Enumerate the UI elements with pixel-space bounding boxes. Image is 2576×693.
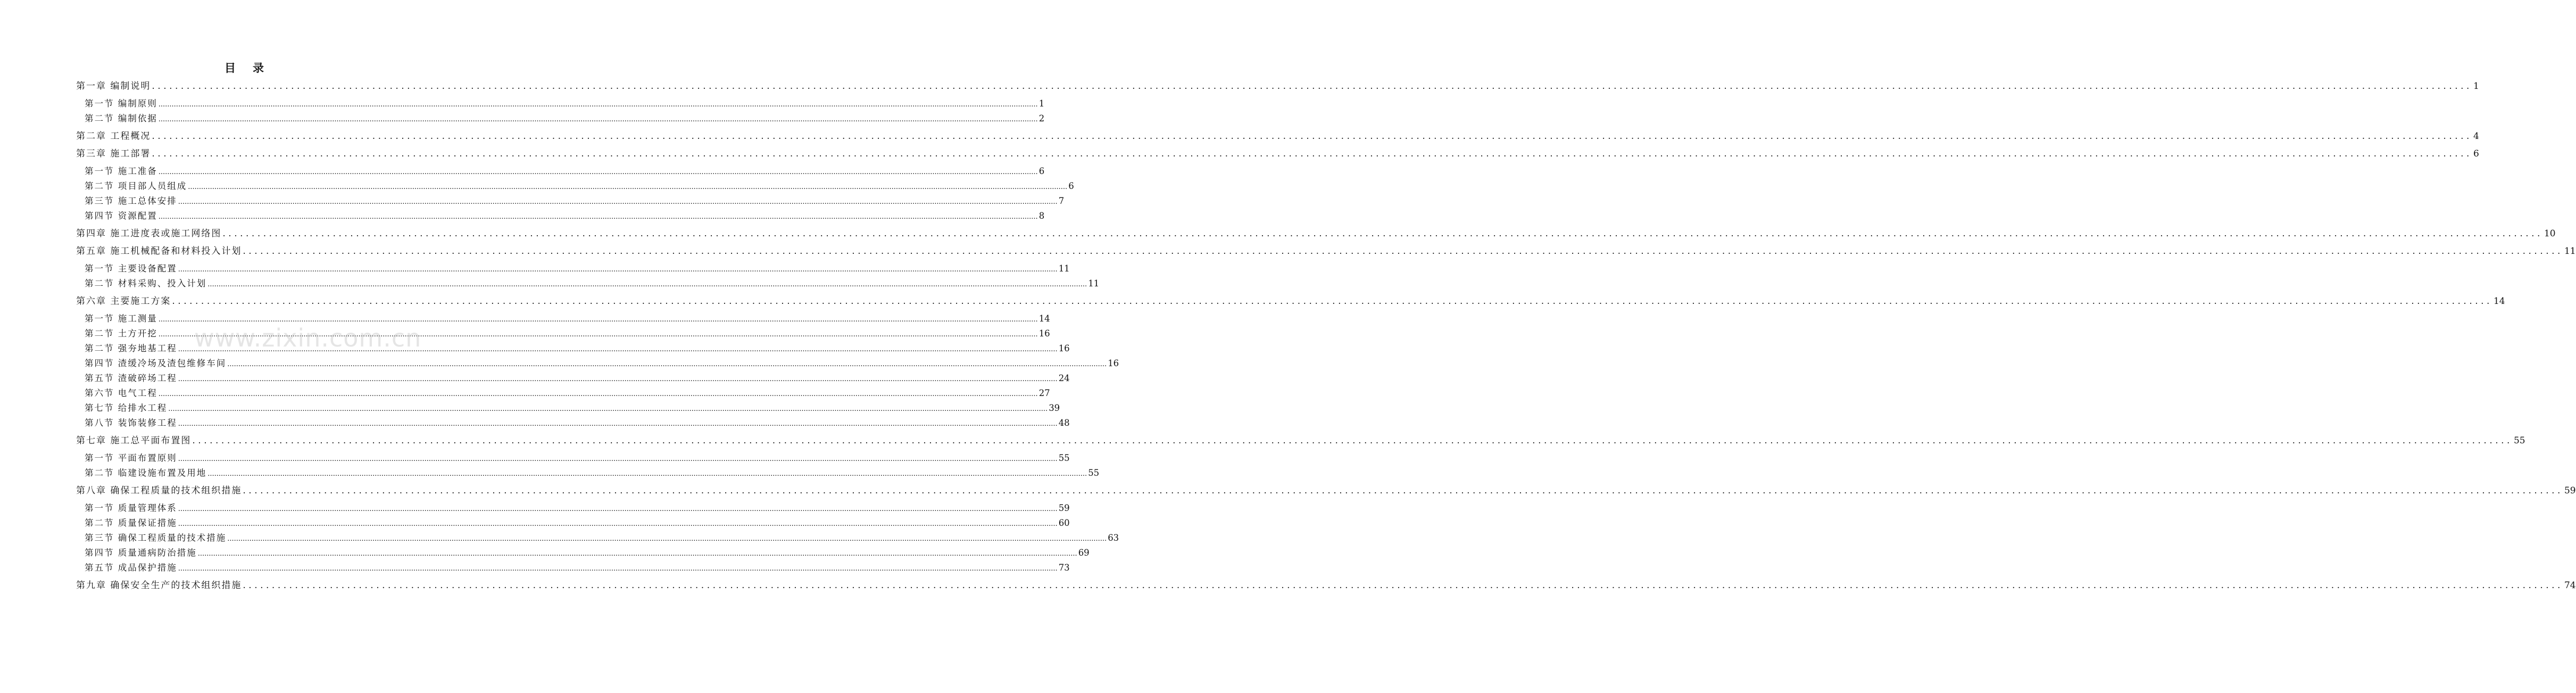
toc-title-char-1: 目 [225, 61, 237, 75]
toc-page-number: 7 [1058, 196, 1065, 206]
toc-entry-label: 第二节 编制依据 [85, 113, 157, 123]
toc-section-entry[interactable] [76, 356, 1119, 371]
toc-leader-dots: ................................................................................................................................................................................................................................................................................................................................................................................................................ [158, 390, 1038, 398]
toc-page-number: 1 [1038, 98, 1045, 109]
toc-section-entry[interactable] [76, 164, 1045, 179]
toc-leader-dots: ................................................................................................................................................................................................................................................................................................................................................................................................................ [192, 435, 2513, 446]
toc-entry-label: 第四章 施工进度表或施工网络图 [76, 228, 222, 239]
toc-section-entry[interactable] [76, 466, 1100, 481]
toc-chapter-entry[interactable] [76, 146, 2479, 161]
toc-page-number: 74 [2564, 580, 2576, 591]
toc-leader-dots: ................................................................................................................................................................................................................................................................................................................................................................................................................ [152, 131, 2472, 142]
toc-chapter-entry[interactable] [76, 294, 2505, 309]
toc-leader-dots: ................................................................................................................................................................................................................................................................................................................................................................................................................ [207, 470, 1087, 478]
toc-entry-label: 第二节 材料采购、投入计划 [85, 278, 207, 288]
toc-entry-label: 第六节 电气工程 [85, 388, 157, 398]
toc-leader-dots: ................................................................................................................................................................................................................................................................................................................................................................................................................ [178, 198, 1058, 206]
toc-leader-dots: ................................................................................................................................................................................................................................................................................................................................................................................................................ [158, 213, 1038, 221]
toc-leader-dots: ................................................................................................................................................................................................................................................................................................................................................................................................................ [168, 405, 1048, 413]
toc-title-char-2: 录 [253, 61, 265, 75]
toc-leader-dots: ................................................................................................................................................................................................................................................................................................................................................................................................................ [158, 101, 1038, 109]
toc-entry-label: 第一节 主要设备配置 [85, 263, 177, 274]
toc-entry-label: 第三节 施工总体安排 [85, 196, 177, 206]
toc-section-entry[interactable] [76, 401, 1060, 416]
toc-section-entry[interactable] [76, 96, 1045, 111]
toc-entry-label: 第一节 施工测量 [85, 314, 157, 324]
toc-leader-dots: ................................................................................................................................................................................................................................................................................................................................................................................................................ [178, 266, 1058, 274]
toc-leader-dots: ................................................................................................................................................................................................................................................................................................................................................................................................................ [152, 148, 2472, 159]
toc-entry-label: 第七节 给排水工程 [85, 403, 168, 413]
toc-title [0, 60, 489, 76]
toc-entry-label: 第二节 土方开挖 [85, 328, 157, 339]
toc-page-number: 55 [1088, 468, 1100, 478]
toc-page-number: 6 [2473, 148, 2479, 159]
toc-entry-label: 第九章 确保安全生产的技术组织措施 [76, 580, 242, 591]
toc-section-entry[interactable] [76, 194, 1065, 209]
toc-page-number: 69 [1078, 548, 1090, 558]
watermark: www.zixin.com.cn [194, 324, 422, 352]
toc-page-number: 16 [1058, 343, 1070, 353]
toc-page-number: 11 [1058, 263, 1070, 274]
toc-leader-dots: ................................................................................................................................................................................................................................................................................................................................................................................................................ [152, 81, 2472, 92]
toc-leader-dots: ................................................................................................................................................................................................................................................................................................................................................................................................................ [178, 505, 1058, 513]
toc-leader-dots: ................................................................................................................................................................................................................................................................................................................................................................................................................ [197, 550, 1077, 558]
toc-entry-label: 第六章 主要施工方案 [76, 296, 171, 307]
toc-entry-label: 第三章 施工部署 [76, 148, 151, 159]
toc-entry-label: 第二节 质量保证措施 [85, 518, 177, 528]
toc-entry-label: 第二章 工程概况 [76, 131, 151, 142]
toc-page-number: 10 [2544, 228, 2556, 239]
toc-entry-label: 第一节 平面布置原则 [85, 453, 177, 463]
toc-entry-label: 第一章 编制说明 [76, 81, 151, 92]
toc-entry-label: 第一节 质量管理体系 [85, 503, 177, 513]
toc-page-number: 4 [2473, 131, 2479, 142]
toc-list [76, 79, 2576, 596]
toc-chapter-entry[interactable] [76, 79, 2479, 94]
toc-page-number: 6 [1038, 166, 1045, 176]
toc-entry-label: 第八章 确保工程质量的技术组织措施 [76, 485, 242, 496]
toc-page-number: 11 [2564, 246, 2576, 257]
toc-leader-dots: ................................................................................................................................................................................................................................................................................................................................................................................................................ [178, 375, 1058, 383]
toc-leader-dots: ................................................................................................................................................................................................................................................................................................................................................................................................................ [243, 485, 2563, 496]
toc-leader-dots: ................................................................................................................................................................................................................................................................................................................................................................................................................ [158, 116, 1038, 123]
toc-entry-label: 第一节 施工准备 [85, 166, 157, 176]
toc-page-number: 59 [1058, 503, 1070, 513]
toc-page-number: 11 [1088, 278, 1100, 288]
toc-leader-dots: ................................................................................................................................................................................................................................................................................................................................................................................................................ [158, 316, 1038, 324]
toc-page-number: 16 [1108, 358, 1119, 368]
toc-page-number: 73 [1058, 563, 1070, 573]
toc-chapter-entry[interactable] [76, 226, 2556, 241]
toc-section-entry[interactable] [76, 386, 1050, 401]
toc-page-number: 16 [1038, 328, 1050, 339]
toc-entry-label: 第四节 渣缓冷场及渣包维修车间 [85, 358, 227, 368]
toc-leader-dots: ................................................................................................................................................................................................................................................................................................................................................................................................................ [207, 280, 1087, 288]
toc-chapter-entry[interactable] [76, 433, 2525, 448]
toc-page-number: 59 [2564, 485, 2576, 496]
toc-section-entry[interactable] [76, 179, 1074, 194]
toc-leader-dots: ................................................................................................................................................................................................................................................................................................................................................................................................................ [158, 331, 1038, 339]
toc-leader-dots: ................................................................................................................................................................................................................................................................................................................................................................................................................ [178, 455, 1058, 463]
toc-leader-dots: ................................................................................................................................................................................................................................................................................................................................................................................................................ [178, 420, 1058, 428]
toc-section-entry[interactable] [76, 531, 1119, 546]
toc-chapter-entry[interactable] [76, 129, 2479, 144]
toc-page-number: 6 [1068, 181, 1074, 191]
toc-entry-label: 第四节 资源配置 [85, 211, 157, 221]
toc-entry-label: 第三节 确保工程质量的技术措施 [85, 533, 227, 543]
toc-section-entry[interactable] [76, 276, 1100, 291]
toc-entry-label: 第二节 项目部人员组成 [85, 181, 187, 191]
toc-page-number: 2 [1038, 113, 1045, 123]
toc-entry-label: 第五节 渣破碎场工程 [85, 373, 177, 383]
toc-page-number: 55 [2513, 435, 2525, 446]
toc-page-number: 63 [1108, 533, 1119, 543]
toc-chapter-entry[interactable] [76, 483, 2576, 498]
toc-section-entry[interactable] [76, 501, 1070, 516]
toc-chapter-entry[interactable] [76, 578, 2576, 593]
toc-page-number: 60 [1058, 518, 1070, 528]
toc-leader-dots: ................................................................................................................................................................................................................................................................................................................................................................................................................ [172, 296, 2492, 307]
toc-page-number: 55 [1058, 453, 1070, 463]
toc-section-entry[interactable] [76, 209, 1045, 224]
toc-entry-label: 第一节 编制原则 [85, 98, 157, 109]
toc-entry-label: 第四节 质量通病防治措施 [85, 548, 197, 558]
toc-section-entry[interactable] [76, 560, 1070, 575]
toc-leader-dots: ................................................................................................................................................................................................................................................................................................................................................................................................................ [158, 168, 1038, 176]
toc-entry-label: 第五节 成品保护措施 [85, 563, 177, 573]
toc-page-number: 48 [1058, 418, 1070, 428]
toc-entry-label: 第八节 装饰装修工程 [85, 418, 177, 428]
toc-section-entry[interactable] [76, 111, 1045, 126]
toc-page-number: 14 [2493, 296, 2505, 307]
toc-entry-label: 第二节 临建设施布置及用地 [85, 468, 207, 478]
toc-leader-dots: ................................................................................................................................................................................................................................................................................................................................................................................................................ [243, 580, 2563, 591]
toc-page-number: 14 [1038, 314, 1050, 324]
toc-entry-label: 第二节 强夯地基工程 [85, 343, 177, 353]
toc-section-entry[interactable] [76, 451, 1070, 466]
toc-section-entry[interactable] [76, 416, 1070, 431]
toc-section-entry[interactable] [76, 371, 1070, 386]
toc-chapter-entry[interactable] [76, 244, 2576, 259]
toc-leader-dots: ................................................................................................................................................................................................................................................................................................................................................................................................................ [178, 565, 1058, 573]
toc-entry-label: 第五章 施工机械配备和材料投入计划 [76, 246, 242, 257]
toc-leader-dots: ................................................................................................................................................................................................................................................................................................................................................................................................................ [188, 183, 1068, 191]
toc-leader-dots: ................................................................................................................................................................................................................................................................................................................................................................................................................ [178, 520, 1058, 528]
toc-leader-dots: ................................................................................................................................................................................................................................................................................................................................................................................................................ [222, 228, 2543, 239]
toc-page-number: 24 [1058, 373, 1070, 383]
toc-page-number: 39 [1049, 403, 1060, 413]
toc-leader-dots: ................................................................................................................................................................................................................................................................................................................................................................................................................ [227, 360, 1107, 368]
toc-leader-dots: ................................................................................................................................................................................................................................................................................................................................................................................................................ [243, 246, 2563, 257]
toc-section-entry[interactable] [76, 516, 1070, 531]
toc-section-entry[interactable] [76, 341, 1070, 356]
toc-page-number: 8 [1038, 211, 1045, 221]
toc-entry-label: 第七章 施工总平面布置图 [76, 435, 192, 446]
toc-section-entry[interactable] [76, 326, 1050, 341]
toc-section-entry[interactable] [76, 261, 1070, 276]
toc-leader-dots: ................................................................................................................................................................................................................................................................................................................................................................................................................ [227, 535, 1107, 543]
toc-page-number: 1 [2473, 81, 2479, 92]
toc-section-entry[interactable] [76, 311, 1050, 326]
toc-page-number: 27 [1038, 388, 1050, 398]
toc-leader-dots: ................................................................................................................................................................................................................................................................................................................................................................................................................ [178, 345, 1058, 353]
toc-section-entry[interactable] [76, 546, 1090, 560]
